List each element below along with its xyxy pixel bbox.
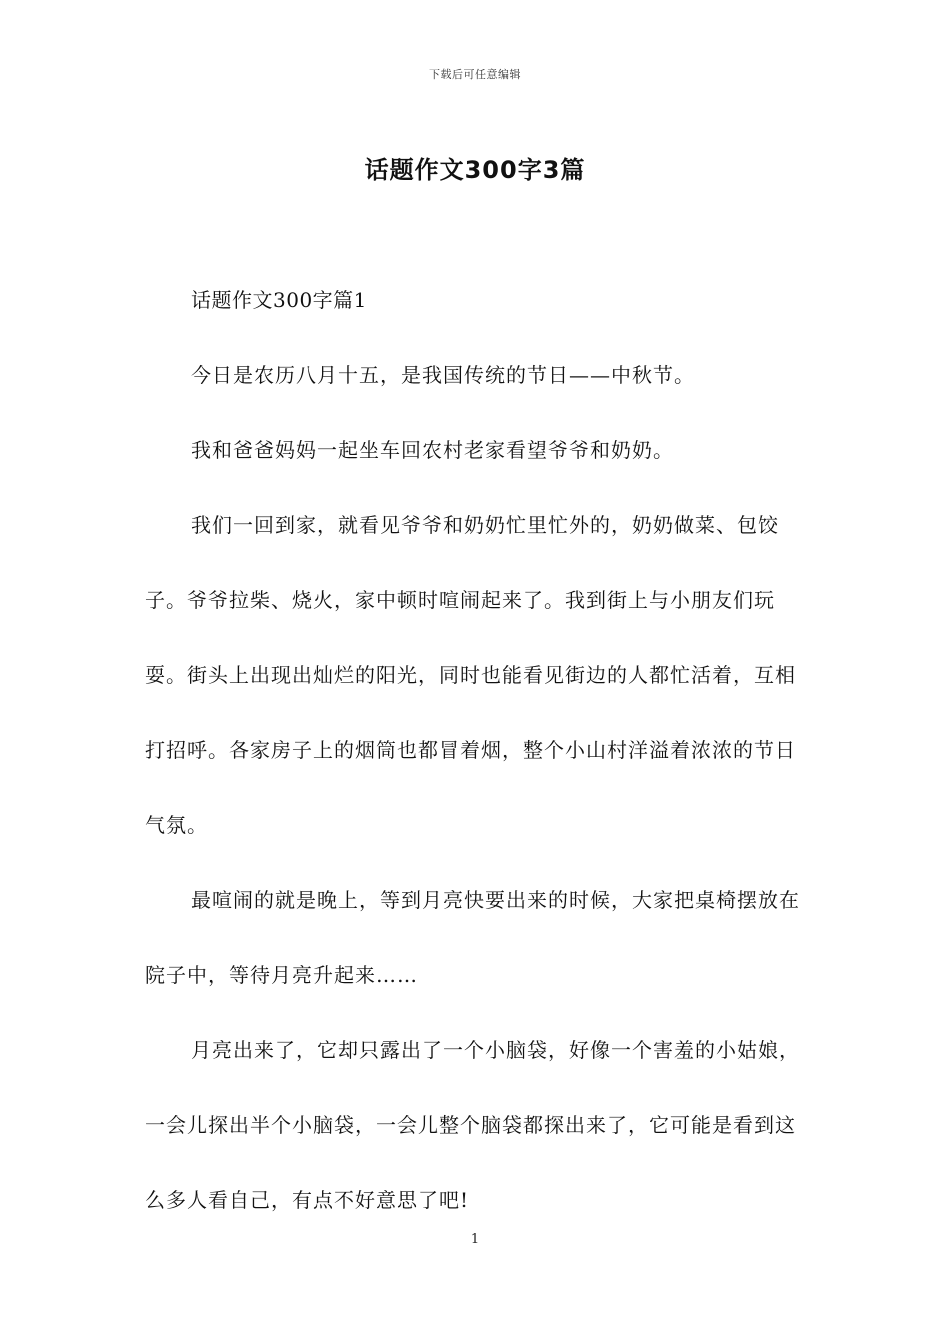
paragraph-4: 最喧闹的就是晚上，等到月亮快要出来的时候，大家把桌椅摆放在院子中，等待月亮升起来……	[145, 888, 800, 987]
section-heading: 话题作文300字篇1	[191, 288, 367, 312]
document-title: 话题作文300字3篇	[364, 156, 586, 184]
paragraph-2: 我和爸爸妈妈一起坐车回农村老家看望爷爷和奶奶。	[191, 438, 674, 462]
paragraph-1: 今日是农历八月十五，是我国传统的节日——中秋节。	[191, 363, 695, 387]
page-number: 1	[470, 1232, 480, 1247]
paragraph-5: 月亮出来了，它却只露出了一个小脑袋，好像一个害羞的小姑娘，一会儿探出半个小脑袋，一会儿整个脑袋都探出来了，它可能是看到这么多人看自己，有点不好意思了吧!	[145, 1038, 800, 1212]
document-body	[145, 263, 807, 1238]
header-note: 下载后可任意编辑	[429, 68, 521, 81]
paragraph-3: 我们一回到家，就看见爷爷和奶奶忙里忙外的，奶奶做菜、包饺子。爷爷拉柴、烧火，家中顿时喧闹起来了。我到街上与小朋友们玩耍。街头上出现出灿烂的阳光，同时也能看见街边的人都忙活着，互相打招呼。各家房子上的烟筒也都冒着烟，整个小山村洋溢着浓浓的节日气氛。	[145, 513, 796, 837]
